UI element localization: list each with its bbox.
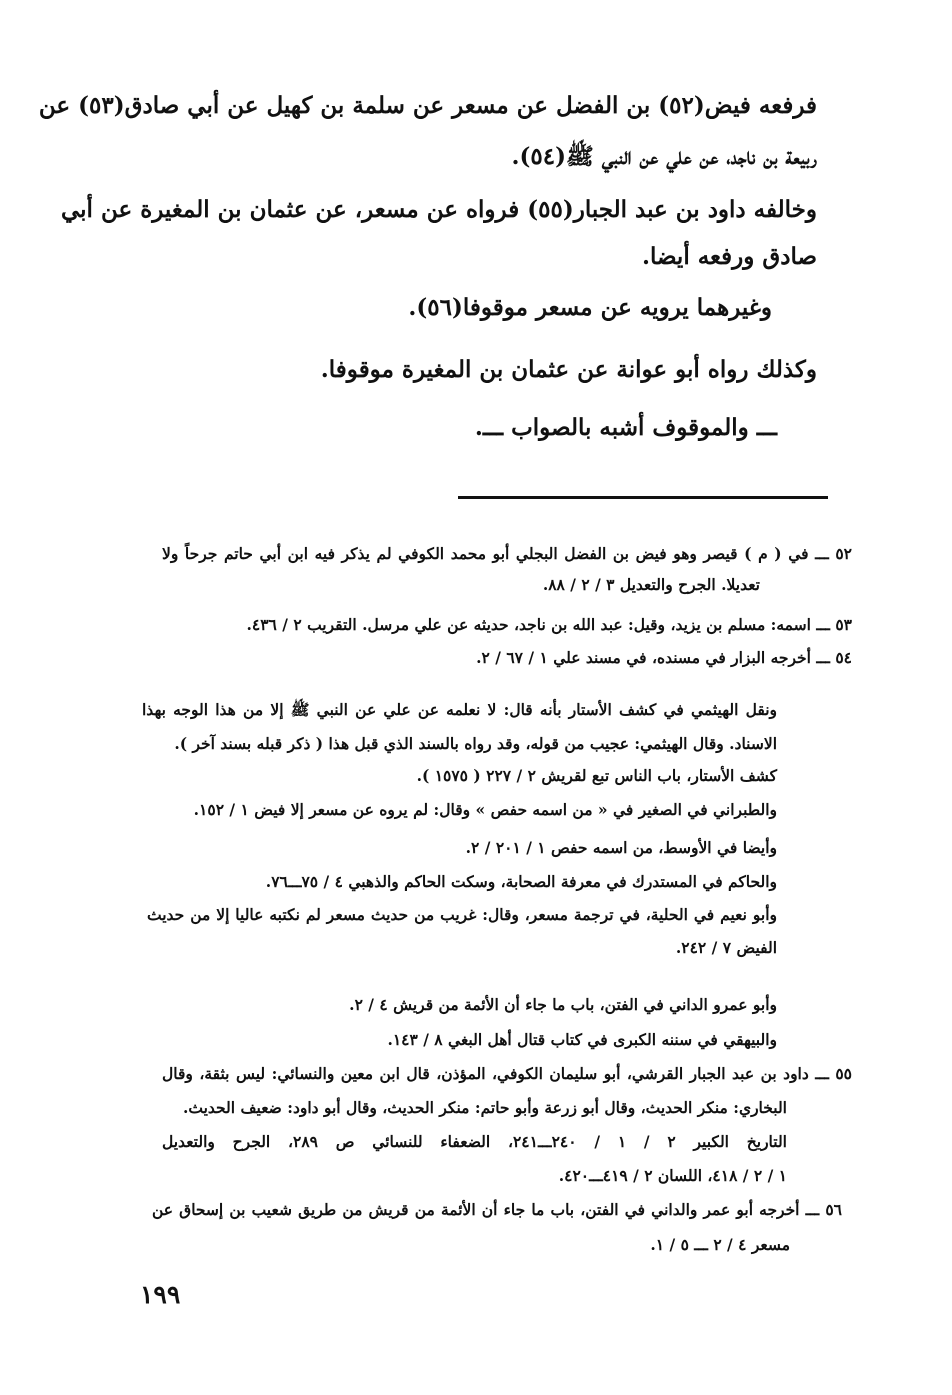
footnote-line: ٥٤ ـــ أخرجه البزار في مسنده، في مسند علي ١ / ٦٧ / ٢.: [476, 648, 852, 667]
footnote-line: والطبراني في الصغير في « من اسمه حفص » وقال: لم يروه عن مسعر إلا فيض ١ / ١٥٢.: [193, 800, 777, 819]
main-line-7: ـــ والموقوف أشبه بالصواب ـــ.: [474, 414, 777, 441]
footnote-line: تعديلا. الجرح والتعديل ٣ / ٢ / ٨٨.: [542, 575, 760, 594]
page-number: ١٩٩: [140, 1280, 181, 1309]
footnote-line: وأيضا في الأوسط، من اسمه حفص ١ / ٢٠١ / ٢.: [465, 838, 777, 857]
footnote-line: والحاكم في المستدرك في معرفة الصحابة، وسكت الحاكم والذهبي ٤ / ٧٥ـــ٧٦.: [265, 872, 777, 891]
footnote-line: كشف الأستار، باب الناس تبع لقريش ٢ / ٢٢٧ ( ١٥٧٥ ).: [416, 766, 777, 785]
main-line-1: فرفعه فيض(٥٢) بن الفضل عن مسعر عن سلمة بن كهيل عن أبي صادق(٥٣) عن: [38, 92, 817, 119]
main-line-6: وكذلك رواه أبو عوانة عن عثمان بن المغيرة موقوفا.: [320, 356, 817, 383]
footnote-line: ٥٢ ـــ في ( م ) قيصر وهو فيض بن الفضل البجلي أبو محمد الكوفي لم يذكر فيه ابن أبي حاتم جرحاً ولا: [162, 544, 852, 563]
footnote-line: الاسناد. وقال الهيثمي: عجيب من قوله، وقد رواه بالسند الذي قبل هذا ( ذكر قبله بسند آخر ).: [174, 734, 777, 753]
footnote-line: ٥٦ ـــ أخرجه أبو عمر والداني في الفتن، باب ما جاء أن الأئمة من قريش من طريق شعيب بن إسحاق عن: [152, 1200, 842, 1219]
footnote-line: التاريخ الكبير ٢ / ١ / ٢٤٠ـــ٢٤١، الضعفاء للنسائي ص ٢٨٩، الجرح والتعديل: [162, 1132, 787, 1151]
footnote-line: البخاري: منكر الحديث، وقال أبو زرعة وأبو حاتم: منكر الحديث، وقال أبو داود: ضعيف الحديث.: [182, 1098, 787, 1117]
footnote-separator: [458, 496, 828, 499]
main-line-3: وخالفه داود بن عبد الجبار(٥٥) فرواه عن مسعر، عن عثمان بن المغيرة عن أبي: [60, 196, 817, 223]
main-line-2: ربيعة بن ناجد، عن علي عن النبي ﷺ(٥٤).: [511, 143, 817, 170]
footnote-line: الفيض ٧ / ٢٤٢.: [675, 938, 777, 957]
footnote-line: وأبو عمرو الداني في الفتن، باب ما جاء أن الأئمة من قريش ٤ / ٢.: [349, 995, 777, 1014]
footnote-line: ونقل الهيثمي في كشف الأستار بأنه قال: لا نعلمه عن علي عن النبي ﷺ إلا من هذا الوجه بهذا: [142, 700, 777, 719]
footnote-line: مسعر ٤ / ٢ ـــ ٥ / ١.: [650, 1235, 790, 1254]
footnote-line: ٥٣ ـــ اسمه: مسلم بن يزيد، وقيل: عبد الله بن ناجد، حديثه عن علي مرسل. التقريب ٢ / ٤٣٦.: [246, 615, 852, 634]
footnote-line: والبيهقي في سننه الكبرى في كتاب قتال أهل البغي ٨ / ١٤٣.: [387, 1030, 777, 1049]
footnote-line: وأبو نعيم في الحلية، في ترجمة مسعر، وقال: غريب من حديث مسعر لم نكتبه عاليا إلا من حديث: [147, 905, 777, 924]
footnote-line: ٥٥ ـــ داود بن عبد الجبار القرشي، أبو سليمان الكوفي، المؤذن، قال ابن معين والنسائي: ليس بثقة، وقال: [162, 1064, 852, 1083]
footnote-line: ١ / ٢ / ٤١٨، اللسان ٢ / ٤١٩ـــ٤٢٠.: [558, 1166, 787, 1185]
main-line-4: صادق ورفعه أيضا.: [641, 243, 817, 270]
main-line-5: وغيرهما يرويه عن مسعر موقوفا(٥٦).: [408, 294, 772, 321]
